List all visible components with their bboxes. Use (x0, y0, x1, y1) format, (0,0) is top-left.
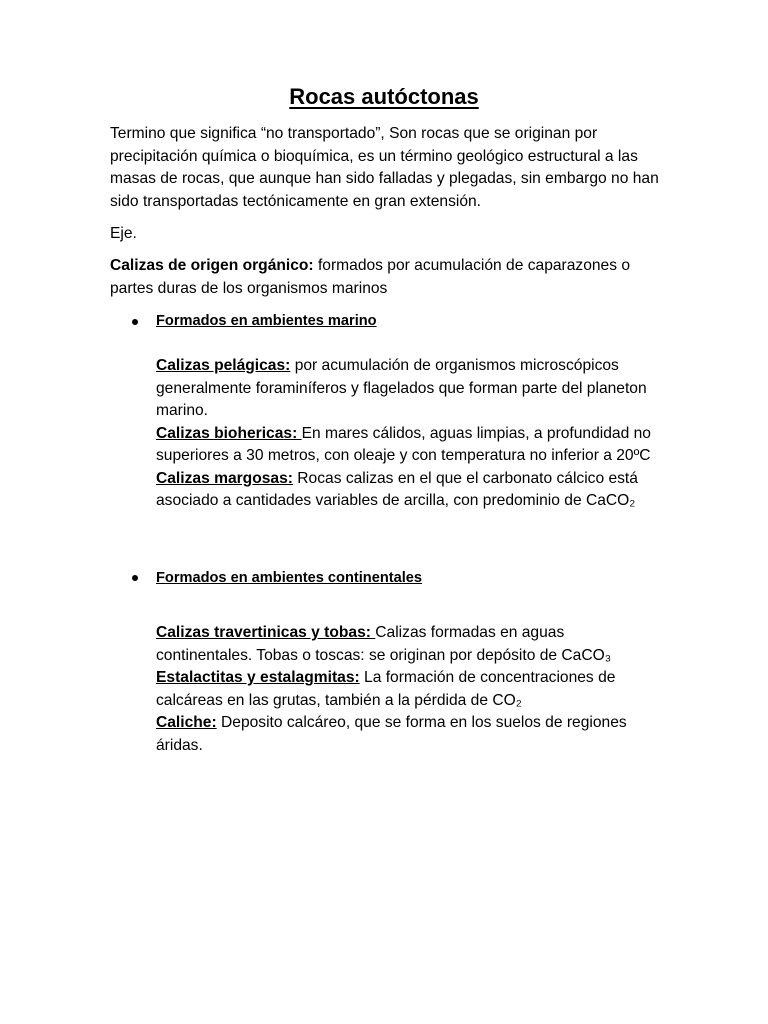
item-text: por acumulación de organismos microscópicos generalmente foraminíferos y flagelados que forman parte del planeton marino. (156, 357, 647, 419)
item-text: En mares cálidos, aguas limpias, a profundidad no superiores a 30 metros, con oleaje y con temperatura no inferior a 20ºC (156, 424, 651, 464)
bullet-icon (132, 575, 138, 581)
intro-paragraph: Termino que significa “no transportado”, Son rocas que se originan por precipitación química o bioquímica, es un término geológico estructural a las masas de rocas, que aunque han sido falladas y plegadas, sin embargo no han sido transportadas tectónicamente en gran extensión. (110, 125, 659, 210)
organic-origin-label: Calizas de origen orgánico: (110, 257, 314, 274)
item-term: Estalactitas y estalagmitas: (156, 669, 360, 686)
list-item (156, 622, 656, 667)
list-item (156, 712, 656, 757)
continental-heading-label: Formados en ambientes continentales (156, 570, 422, 586)
item-text: Rocas calizas en el que el carbonato cálcico está asociado a cantidades variables de arcilla, con predominio de CaCO₂ (156, 469, 638, 509)
item-term: Calizas margosas: (156, 469, 293, 487)
organic-origin-text: formados por acumulación de caparazones o partes duras de los organismos marinos (110, 257, 631, 297)
example-label: Eje. (110, 225, 137, 242)
item-text: La formación de concentraciones de calcáreas en las grutas, también a la pérdida de CO₂ (156, 669, 616, 709)
item-term: Calizas pelágicas: (156, 357, 291, 374)
list-item (156, 468, 656, 513)
continental-heading (156, 567, 422, 590)
bullet-icon (132, 319, 138, 325)
item-term: Calizas bioherica (156, 424, 284, 442)
list-item (156, 423, 656, 468)
document-title: Rocas autóctonas (289, 84, 479, 109)
item-term: Calizas travertinicas y tobas: (156, 624, 376, 641)
item-text: Calizas formadas en aguas continentales. Tobas o toscas: se originan por depósito de CaCO₃ (156, 624, 612, 664)
list-item (156, 667, 656, 712)
marine-heading-label: Formados en ambientes marino (156, 313, 377, 329)
marine-list (156, 355, 656, 513)
marine-heading (156, 310, 377, 333)
continental-list (156, 622, 656, 757)
item-term-suffix: s: (283, 424, 302, 442)
item-text: Deposito calcáreo, que se forma en los suelos de regiones áridas. (156, 714, 627, 754)
list-item (156, 355, 656, 423)
organic-origin-paragraph (110, 255, 670, 300)
item-term: Caliche: (156, 714, 217, 731)
